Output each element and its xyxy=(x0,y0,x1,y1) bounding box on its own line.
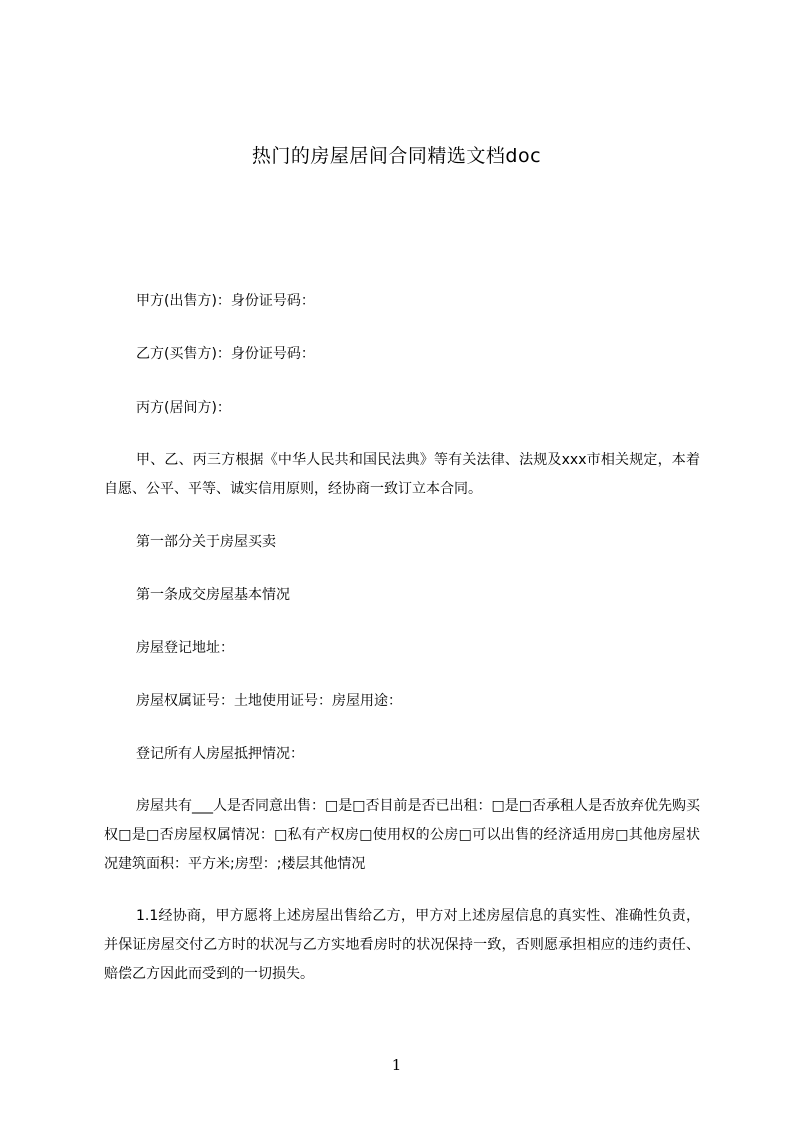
preamble-paragraph: 甲、乙、丙三方根据《中华人民共和国民法典》等有关法律、法规及xxx市相关规定，本着自愿、公平、平等、诚实信用原则，经协商一致订立本合同。 xyxy=(104,452,700,497)
clause-1-1-paragraph: 1.1经协商，甲方愿将上述房屋出售给乙方，甲方对上述房屋信息的真实性、准确性负责，并保证房屋交付乙方时的状况与乙方实地看房时的状况保持一致，否则愿承担相应的违约责任、赔偿乙方因此而受到的一切损失。 xyxy=(104,908,700,982)
ownership-line: 房屋权属证号：土地使用证号：房屋用途： xyxy=(136,693,402,709)
article-one-heading: 第一条成交房屋基本情况 xyxy=(136,587,290,603)
mortgage-line: 登记所有人房屋抵押情况： xyxy=(136,746,304,762)
party-b-line: 乙方(买售方)：身份证号码： xyxy=(136,346,315,362)
co-owners-paragraph: 房屋共有___人是否同意出售：□是□否目前是否已出租：□是□否承租人是否放弃优先购买权□是□否房屋权属情况：□私有产权房□使用权的公房□可以出售的经济适用房□其他房屋状况建筑面积：平方米;房型：;楼层其他情况 xyxy=(104,798,700,872)
page-number: 1 xyxy=(391,1056,402,1074)
part-one-heading: 第一部分关于房屋买卖 xyxy=(136,534,276,550)
document-title: 热门的房屋居间合同精选文档doc xyxy=(251,145,542,167)
party-a-line: 甲方(出售方)：身份证号码： xyxy=(136,293,315,309)
address-line: 房屋登记地址： xyxy=(136,640,234,656)
party-c-line: 丙方(居间方)： xyxy=(136,400,231,416)
